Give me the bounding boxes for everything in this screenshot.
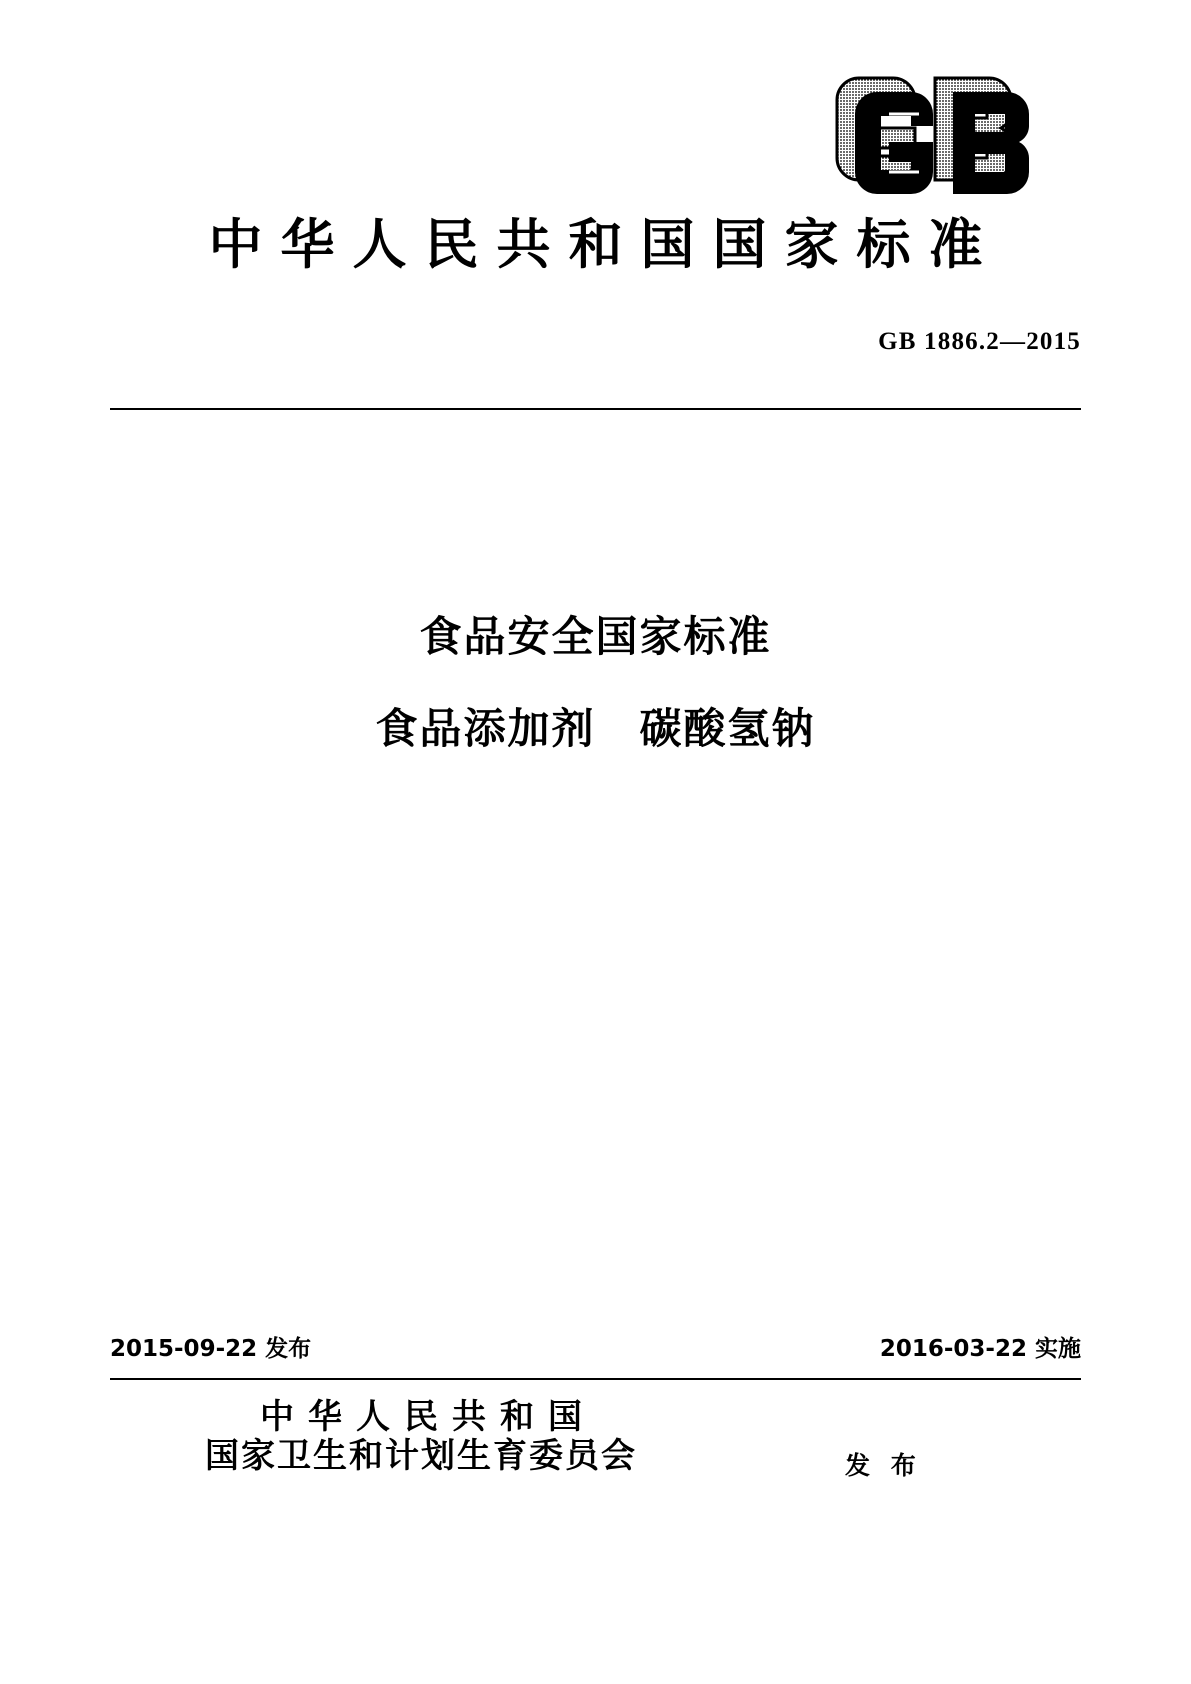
document-titles [0, 612, 1191, 755]
issue-date: 2015-09-22 发布 [110, 1336, 312, 1362]
standard-number: GB 1886.2—2015 [878, 328, 1081, 355]
national-standard-title: 中华人民共和国国家标准 [208, 213, 1001, 276]
dates-row [110, 1325, 1081, 1369]
banner [0, 215, 1191, 274]
effective-date: 2016-03-22 实施 [879, 1336, 1081, 1362]
publisher-name [205, 1398, 637, 1476]
publisher-block [110, 1398, 1081, 1508]
page-title: 食品安全国家标准 [419, 612, 772, 661]
publisher-line-1: 中华人民共和国 [260, 1397, 596, 1437]
page-subtitle: 食品添加剂 碳酸氢钠 [375, 704, 816, 754]
divider-top [110, 408, 1081, 410]
publisher-line-2: 国家卫生和计划生育委员会 [205, 1436, 637, 1477]
publish-word: 发 布 [845, 1451, 922, 1480]
divider-bottom [110, 1378, 1081, 1380]
gb-logo [831, 70, 1081, 200]
